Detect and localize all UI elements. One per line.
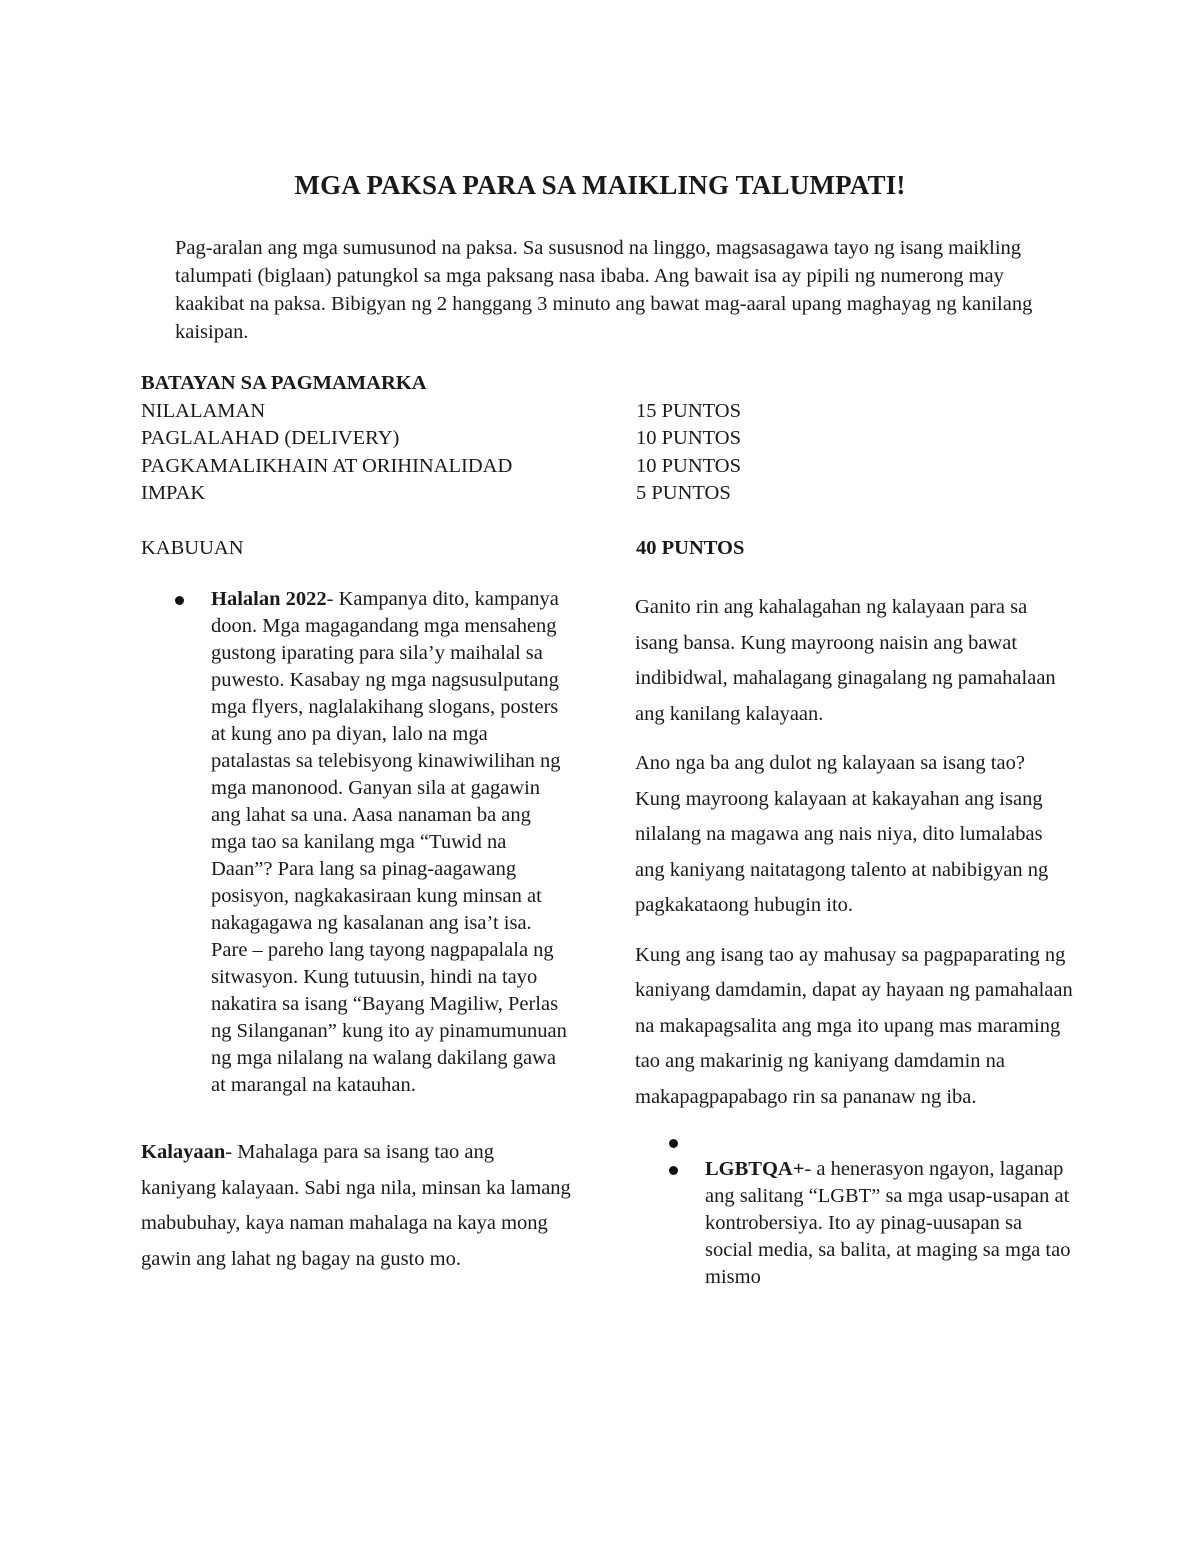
rubric-row <box>141 398 1041 426</box>
topic-halalan <box>141 586 571 1099</box>
topic-list <box>635 1129 1075 1291</box>
rubric-criterion: PAGLALAHAD (DELIVERY) <box>141 427 400 449</box>
left-column <box>141 586 571 1277</box>
topic-kalayaan <box>141 1135 571 1277</box>
topic-text: - Kampanya dito, kampanya doon. Mga magagandang mga mensaheng gustong iparating para sila’y maihalal sa puwesto. Kasabay ng mga nagsusulputang mga flyers, naglalakihang slogans, posters at kung ano pa diyan, lalo na mga patalastas sa telebisyong kinawiwilihan ng mga manonood. Ganyan sila at gagawin ang lahat sa una. Aasa nanaman ba ang mga tao sa kanilang mga “Tuwid na Daan”? Para lang sa pinag-aagawang posisyon, nagkakasiraan kung minsan at nakagagawa ng kasalanan ang isa’t isa. Pare – pareho lang tayong nagpapalala ng sitwasyon. Kung tutuusin, hindi na tayo nakatira sa isang “Bayang Magiliw, Perlas ng Silanganan” kung ito ay pinamumunuan ng mga nilalang na walang dakilang gawa at marangal na katauhan. <box>211 588 567 1096</box>
rubric-total-points: 40 PUNTOS <box>636 536 745 559</box>
rubric-criterion: PAGKAMALIKHAIN AT ORIHINALIDAD <box>141 454 513 477</box>
rubric-total-label: KABUUAN <box>141 536 244 559</box>
rubric-row <box>141 425 1041 453</box>
body-paragraph: Ganito rin ang kahalagahan ng kalayaan para sa isang bansa. Kung mayroong naisin ang bawat indibidwal, mahalagang ginagalang ng pamahalaan ang kanilang kalayaan. <box>635 596 1056 725</box>
body-paragraph: Kung ang isang tao ay mahusay sa pagpaparating ng kaniyang damdamin, dapat ay hayaan ng pamahalaan na makapagsalita ang mga ito upang mas maraming tao ang makarinig ng kaniyang damdamin na makapagpapabago rin sa pananaw ng iba. <box>635 943 1073 1108</box>
rubric-points: 10 PUNTOS <box>636 454 741 477</box>
rubric-row <box>141 453 1041 481</box>
topic-label: LGBTQA+ <box>705 1158 805 1180</box>
rubric-heading: BATAYAN SA PAGMAMARKA <box>141 372 427 394</box>
rubric-criterion: IMPAK <box>141 482 206 504</box>
rubric-points: 15 PUNTOS <box>636 399 741 422</box>
empty-list-item <box>635 1129 1075 1156</box>
topic-lgbtqa <box>635 1156 1075 1291</box>
topic-label: Halalan 2022 <box>211 588 327 610</box>
grading-rubric <box>141 370 1041 562</box>
topic-text: - Mahalaga para sa isang tao ang kaniyang kalayaan. Sabi nga nila, minsan ka lamang mabubuhay, kaya naman mahalaga na kaya mong gawin ang lahat ng bagay na gusto mo. <box>141 1141 571 1270</box>
right-column <box>635 590 1075 1291</box>
body-paragraph: Ano nga ba ang dulot ng kalayaan sa isang tao? Kung mayroong kalayaan at kakayahan ang isang nilalang na magawa ang nais niya, dito lumalabas ang kaniyang naitatagong talento at nabibigyan ng pagkakataong hubugin ito. <box>635 752 1049 916</box>
document-title: MGA PAKSA PARA SA MAIKLING TALUMPATI! <box>294 170 906 200</box>
bullet-icon <box>175 596 184 605</box>
topic-list <box>141 586 571 1099</box>
bullet-icon <box>669 1139 678 1148</box>
intro-paragraph: Pag-aralan ang mga sumusunod na paksa. Sa sususnod na linggo, magsasagawa tayo ng isang maikling talumpati (biglaan) patungkol sa mga paksang nasa ibaba. Ang bawait isa ay pipili ng numerong may kaakibat na paksa. Bibigyan ng 2 hanggang 3 minuto ang bawat mag-aaral upang maghayag ng kanilang kaisipan. <box>175 237 1033 343</box>
rubric-row <box>141 480 1041 508</box>
topic-label: Kalayaan <box>141 1141 226 1163</box>
topic-text: - a henerasyon ngayon, laganap ang salitang “LGBT” sa mga usap-usapan at kontrobersiya. Ito ay pinag-uusapan sa social media, sa balita, at maging sa mga tao mismo <box>705 1158 1071 1288</box>
rubric-criterion: NILALAMAN <box>141 399 266 422</box>
rubric-total-row <box>141 535 1041 563</box>
rubric-points: 10 PUNTOS <box>636 427 741 449</box>
bullet-icon <box>669 1166 678 1175</box>
rubric-points: 5 PUNTOS <box>636 482 731 504</box>
